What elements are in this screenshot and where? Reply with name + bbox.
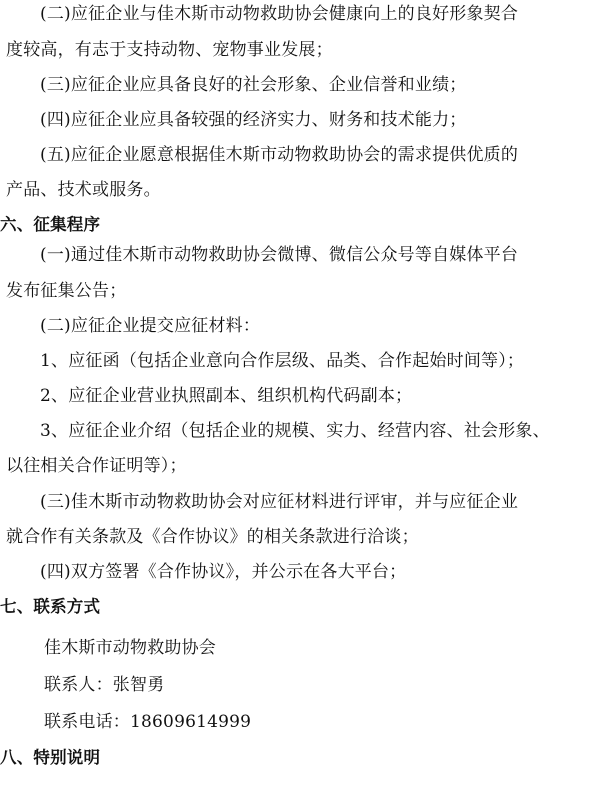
section-heading: 六、征集程序 xyxy=(0,215,101,234)
paragraph-line: (四)应征企业应具备较强的经济实力、财务和技术能力； xyxy=(40,110,467,130)
paragraph-line: 3、应征企业介绍（包括企业的规模、实力、经营内容、社会形象、 xyxy=(40,421,550,441)
contact-line: 联系人：张智勇 xyxy=(44,675,165,695)
paragraph-line: (四)双方签署《合作协议》，并公示在各大平台； xyxy=(40,562,407,582)
paragraph-line: (三)应征企业应具备良好的社会形象、企业信誉和业绩； xyxy=(40,75,467,95)
paragraph-line: 2、应征企业营业执照副本、组织机构代码副本； xyxy=(40,386,413,406)
paragraph-line: (二)应征企业与佳木斯市动物救助协会健康向上的良好形象契合 xyxy=(40,4,519,24)
contact-line: 佳木斯市动物救助协会 xyxy=(44,638,216,658)
paragraph-line: 1、应征函（包括企业意向合作层级、品类、合作起始时间等）； xyxy=(40,351,525,371)
paragraph-continuation-line: 发布征集公告； xyxy=(6,281,127,301)
paragraph-line: (二)应征企业提交应征材料： xyxy=(40,316,261,336)
section-heading: 七、联系方式 xyxy=(0,597,101,616)
contact-line: 联系电话：18609614999 xyxy=(44,712,252,732)
paragraph-continuation-line: 就合作有关条款及《合作协议》的相关条款进行洽谈； xyxy=(6,527,419,547)
paragraph-line: (五)应征企业愿意根据佳木斯市动物救助协会的需求提供优质的 xyxy=(40,145,519,165)
section-heading: 八、特别说明 xyxy=(0,748,101,767)
paragraph-line: (一)通过佳木斯市动物救助协会微博、微信公众号等自媒体平台 xyxy=(40,245,519,265)
paragraph-continuation-line: 度较高，有志于支持动物、宠物事业发展； xyxy=(6,40,333,60)
paragraph-continuation-line: 以往相关合作证明等）； xyxy=(6,456,187,476)
paragraph-continuation-line: 产品、技术或服务。 xyxy=(6,180,161,200)
paragraph-line: (三)佳木斯市动物救助协会对应征材料进行评审，并与应征企业 xyxy=(40,492,519,512)
